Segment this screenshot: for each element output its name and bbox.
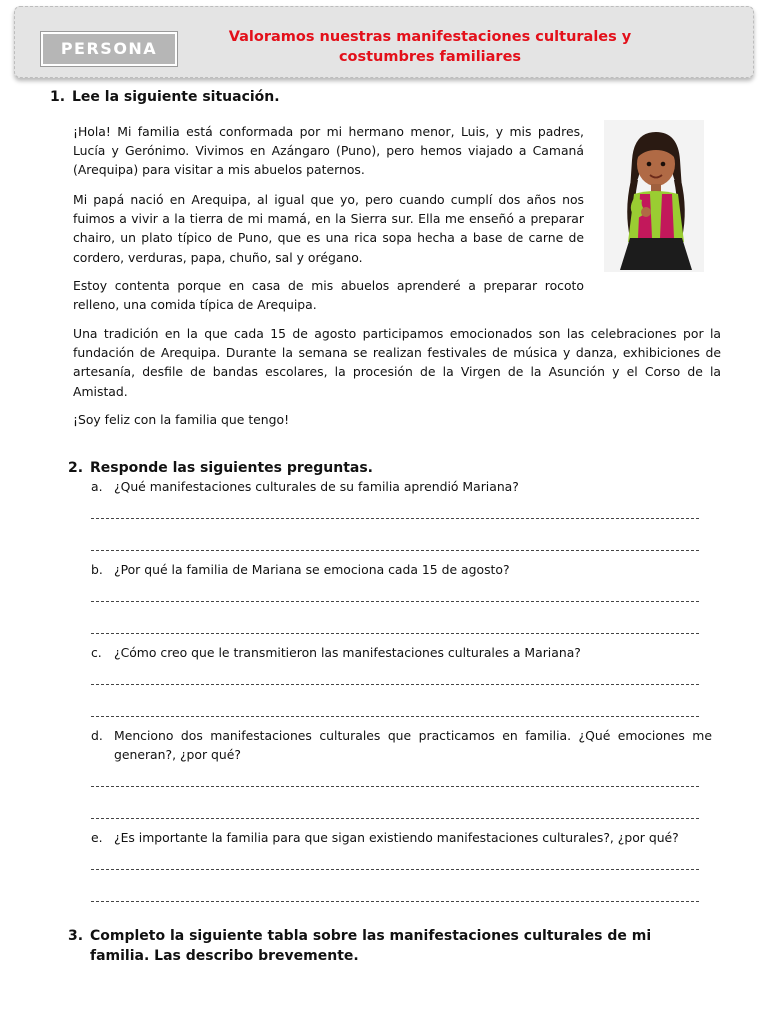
page-title-line-1: Valoramos nuestras manifestaciones culturales y (228, 29, 632, 45)
section-number: 3. (68, 928, 84, 944)
story-paragraph-2: Mi papá nació en Arequipa, al igual que yo, pero cuando cumplí dos años nos fuimos a vivir a la tierra de mi mamá, en la Sierra sur. Ella me enseñó a preparar chairo, un plato típico de Puno, que es una rica sopa hecha a base de carne de cordero, verduras, papa, chuño, sal y orégano. (73, 192, 584, 265)
page-title-line-2: costumbres familiares (338, 49, 522, 65)
answer-line[interactable] (91, 818, 699, 819)
question-text: ¿Es importante la familia para que sigan existiendo manifestaciones culturales?, ¿por qué? (114, 830, 679, 845)
answer-line[interactable] (91, 550, 699, 551)
answer-line[interactable] (91, 518, 699, 519)
section-title: Completo la siguiente tabla sobre las manifestaciones culturales de mi familia. Las describo brevemente. (90, 928, 652, 964)
answer-line[interactable] (91, 901, 699, 902)
section-title: Lee la siguiente situación. (72, 89, 280, 105)
story-paragraph-1: ¡Hola! Mi familia está conformada por mi hermano menor, Luis, y mis padres, Lucía y Gerónimo. Vivimos en Azángaro (Puno), pero hemos viajado a Camaná (Arequipa) para visitar a mis abuelos paternos. (73, 124, 584, 178)
girl-illustration (604, 120, 704, 272)
question-letter: a. (91, 479, 103, 494)
section-title: Responde las siguientes preguntas. (90, 460, 374, 476)
question-text: ¿Cómo creo que le transmitieron las manifestaciones culturales a Mariana? (114, 645, 581, 660)
story-paragraph-5: ¡Soy feliz con la familia que tengo! (73, 412, 290, 427)
answer-line[interactable] (91, 786, 699, 787)
answer-line[interactable] (91, 684, 699, 685)
answer-line[interactable] (91, 869, 699, 870)
section-number: 2. (68, 460, 84, 476)
question-text: Menciono dos manifestaciones culturales que practicamos en familia. ¿Qué emociones me generan?, ¿por qué? (114, 728, 712, 762)
answer-line[interactable] (91, 633, 699, 634)
question-letter: d. (91, 728, 103, 743)
answer-line[interactable] (91, 716, 699, 717)
header-banner (14, 6, 754, 78)
section-number: 1. (50, 89, 66, 105)
question-text: ¿Qué manifestaciones culturales de su familia aprendió Mariana? (114, 479, 519, 494)
question-letter: b. (91, 562, 103, 577)
story-paragraph-3: Estoy contenta porque en casa de mis abuelos aprenderé a preparar rocoto relleno, una comida típica de Arequipa. (73, 278, 584, 313)
subject-badge: PERSONA (41, 32, 177, 66)
question-letter: e. (91, 830, 103, 845)
question-letter: c. (91, 645, 102, 660)
page-title (225, 27, 635, 67)
answer-line[interactable] (91, 601, 699, 602)
question-text: ¿Por qué la familia de Mariana se emociona cada 15 de agosto? (114, 562, 510, 577)
story-paragraph-4: Una tradición en la que cada 15 de agosto participamos emocionados son las celebraciones por la fundación de Arequipa. Durante la semana se realizan festivales de música y danza, exhibiciones de artesanía, desfile de bandas escolares, la procesión de la Virgen de la Asunción y el Corso de la Amistad. (73, 326, 721, 399)
